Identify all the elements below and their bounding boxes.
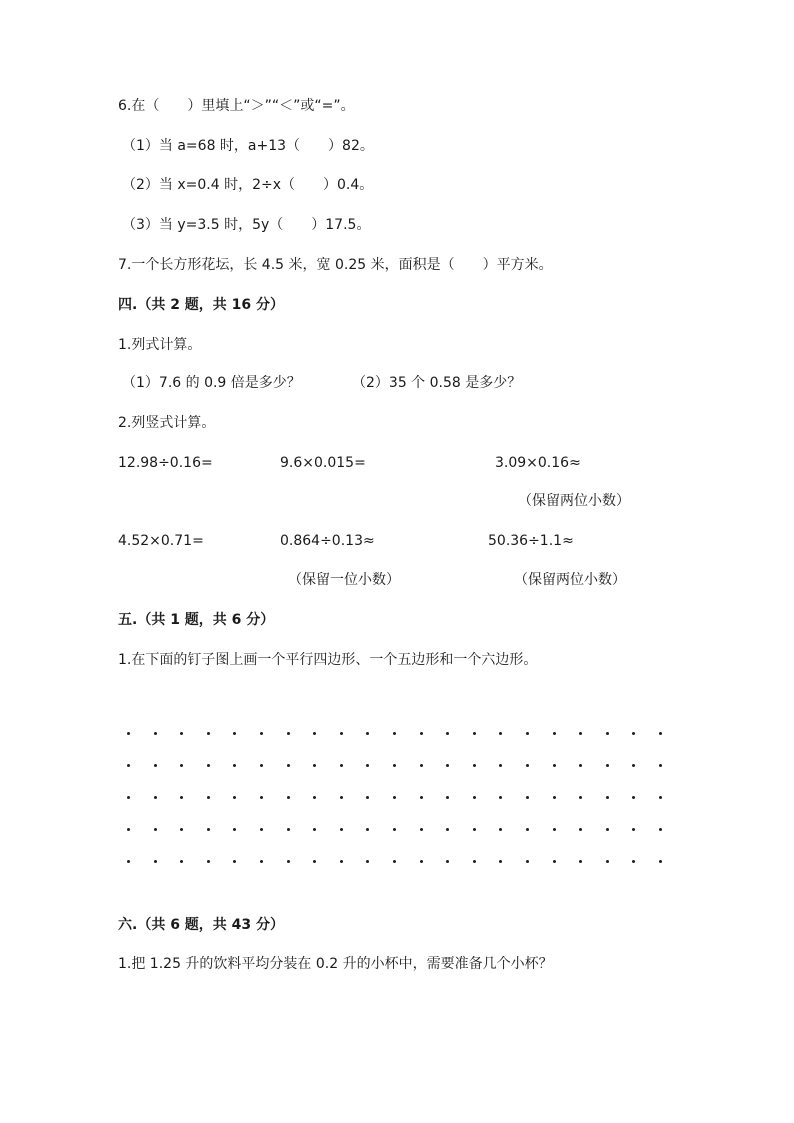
nail-dot (606, 732, 609, 735)
nail-dot (180, 796, 183, 799)
nail-dot (287, 828, 290, 831)
nail-dot (366, 796, 369, 799)
section4-q1-part-a: （1）7.6 的 0.9 倍是多少？ (122, 375, 301, 391)
nail-dot (233, 796, 236, 799)
nail-dot (287, 860, 290, 863)
nail-dot (127, 860, 130, 863)
nail-dot (313, 860, 316, 863)
nail-dot (526, 732, 529, 735)
nail-dot (127, 764, 130, 767)
nail-dot (579, 860, 582, 863)
nail-dot (127, 796, 130, 799)
nail-dot (260, 764, 263, 767)
nail-dot (233, 764, 236, 767)
nail-dot (287, 732, 290, 735)
nail-dot (313, 764, 316, 767)
nail-dot (154, 764, 157, 767)
nail-dot (446, 732, 449, 735)
nail-dot (154, 860, 157, 863)
nail-dot (446, 796, 449, 799)
nail-dot (553, 764, 556, 767)
nail-dot (260, 860, 263, 863)
nail-dot (499, 764, 502, 767)
nail-dot (393, 828, 396, 831)
nail-dot (420, 796, 423, 799)
nail-dot (606, 828, 609, 831)
nail-dot (579, 764, 582, 767)
nail-dot (553, 828, 556, 831)
section4-q1-title: 1.列式计算。 (118, 337, 202, 353)
nail-dot (393, 732, 396, 735)
nail-dot (499, 828, 502, 831)
section6-q1-title: 1.把 1.25 升的饮料平均分装在 0.2 升的小杯中，需要准备几个小杯？ (118, 956, 553, 972)
nail-dot (260, 796, 263, 799)
nail-dot (420, 860, 423, 863)
nail-dot (393, 860, 396, 863)
nail-dot (606, 796, 609, 799)
nail-dot (632, 796, 635, 799)
nail-dot (180, 860, 183, 863)
nail-grid[interactable] (127, 722, 672, 872)
nail-dot (207, 860, 210, 863)
nail-dot (313, 732, 316, 735)
nail-dot (207, 796, 210, 799)
section4-q1-part-b: （2）35 个 0.58 是多少？ (352, 375, 522, 391)
nail-dot (127, 828, 130, 831)
nail-dot (659, 796, 662, 799)
nail-dot (207, 732, 210, 735)
nail-dot (446, 860, 449, 863)
nail-dot (579, 796, 582, 799)
q6-item-1: （1）当 a=68 时，a+13（ ）82。 (122, 138, 374, 154)
nail-dot (473, 732, 476, 735)
nail-dot (340, 732, 343, 735)
calc-4: 4.52×0.71= (118, 533, 204, 549)
nail-dot (260, 828, 263, 831)
nail-dot (207, 828, 210, 831)
nail-dot (473, 828, 476, 831)
nail-dot (340, 796, 343, 799)
section5-q1-title: 1.在下面的钉子图上画一个平行四边形、一个五边形和一个六边形。 (118, 652, 538, 668)
nail-dot (553, 732, 556, 735)
nail-dot (659, 828, 662, 831)
nail-dot (233, 732, 236, 735)
nail-dot (366, 828, 369, 831)
q6-title: 6.在（ ）里填上“＞”“＜”或“=”。 (118, 98, 355, 114)
calc-1: 12.98÷0.16= (118, 455, 213, 471)
nail-dot (420, 828, 423, 831)
nail-dot (180, 732, 183, 735)
calc-2: 9.6×0.015= (280, 455, 366, 471)
nail-dot (154, 732, 157, 735)
section4-heading: 四.（共 2 题，共 16 分） (118, 297, 285, 313)
nail-dot (473, 860, 476, 863)
nail-dot (366, 764, 369, 767)
section6-heading: 六.（共 6 题，共 43 分） (118, 917, 285, 933)
nail-dot (526, 828, 529, 831)
nail-dot (180, 828, 183, 831)
section5-heading: 五.（共 1 题，共 6 分） (118, 612, 275, 628)
calc-5-note: （保留一位小数） (288, 572, 400, 588)
calc-6-note: （保留两位小数） (514, 572, 626, 588)
nail-dot (127, 732, 130, 735)
nail-dot (632, 732, 635, 735)
nail-dot (606, 764, 609, 767)
calc-6: 50.36÷1.1≈ (488, 533, 574, 549)
nail-dot (366, 732, 369, 735)
nail-dot (606, 860, 609, 863)
nail-dot (233, 860, 236, 863)
nail-dot (393, 796, 396, 799)
nail-dot (340, 764, 343, 767)
nail-dot (553, 860, 556, 863)
nail-dot (366, 860, 369, 863)
nail-dot (340, 828, 343, 831)
nail-dot (473, 764, 476, 767)
nail-dot (526, 860, 529, 863)
nail-dot (579, 828, 582, 831)
nail-dot (473, 796, 476, 799)
nail-dot (154, 828, 157, 831)
nail-dot (393, 764, 396, 767)
nail-dot (287, 796, 290, 799)
nail-dot (659, 860, 662, 863)
nail-dot (499, 732, 502, 735)
nail-dot (287, 764, 290, 767)
nail-dot (446, 828, 449, 831)
nail-dot (553, 796, 556, 799)
nail-dot (526, 764, 529, 767)
calc-3: 3.09×0.16≈ (495, 455, 581, 471)
nail-dot (632, 764, 635, 767)
nail-dot (632, 860, 635, 863)
nail-dot (420, 732, 423, 735)
nail-dot (180, 764, 183, 767)
nail-dot (233, 828, 236, 831)
nail-dot (313, 828, 316, 831)
nail-dot (526, 796, 529, 799)
section4-q2-title: 2.列竖式计算。 (118, 415, 216, 431)
nail-dot (340, 860, 343, 863)
nail-dot (313, 796, 316, 799)
nail-dot (632, 828, 635, 831)
q6-item-2: （2）当 x=0.4 时，2÷x（ ）0.4。 (122, 177, 374, 193)
nail-dot (499, 860, 502, 863)
nail-dot (659, 732, 662, 735)
nail-dot (579, 732, 582, 735)
nail-dot (260, 732, 263, 735)
nail-dot (499, 796, 502, 799)
nail-dot (446, 764, 449, 767)
q7-text: 7.一个长方形花坛，长 4.5 米，宽 0.25 米，面积是（ ）平方米。 (118, 257, 553, 273)
calc-3-note: （保留两位小数） (518, 493, 630, 509)
nail-dot (420, 764, 423, 767)
nail-dot (659, 764, 662, 767)
nail-dot (207, 764, 210, 767)
calc-5: 0.864÷0.13≈ (280, 533, 375, 549)
nail-dot (154, 796, 157, 799)
q6-item-3: （3）当 y=3.5 时，5y（ ）17.5。 (122, 217, 371, 233)
